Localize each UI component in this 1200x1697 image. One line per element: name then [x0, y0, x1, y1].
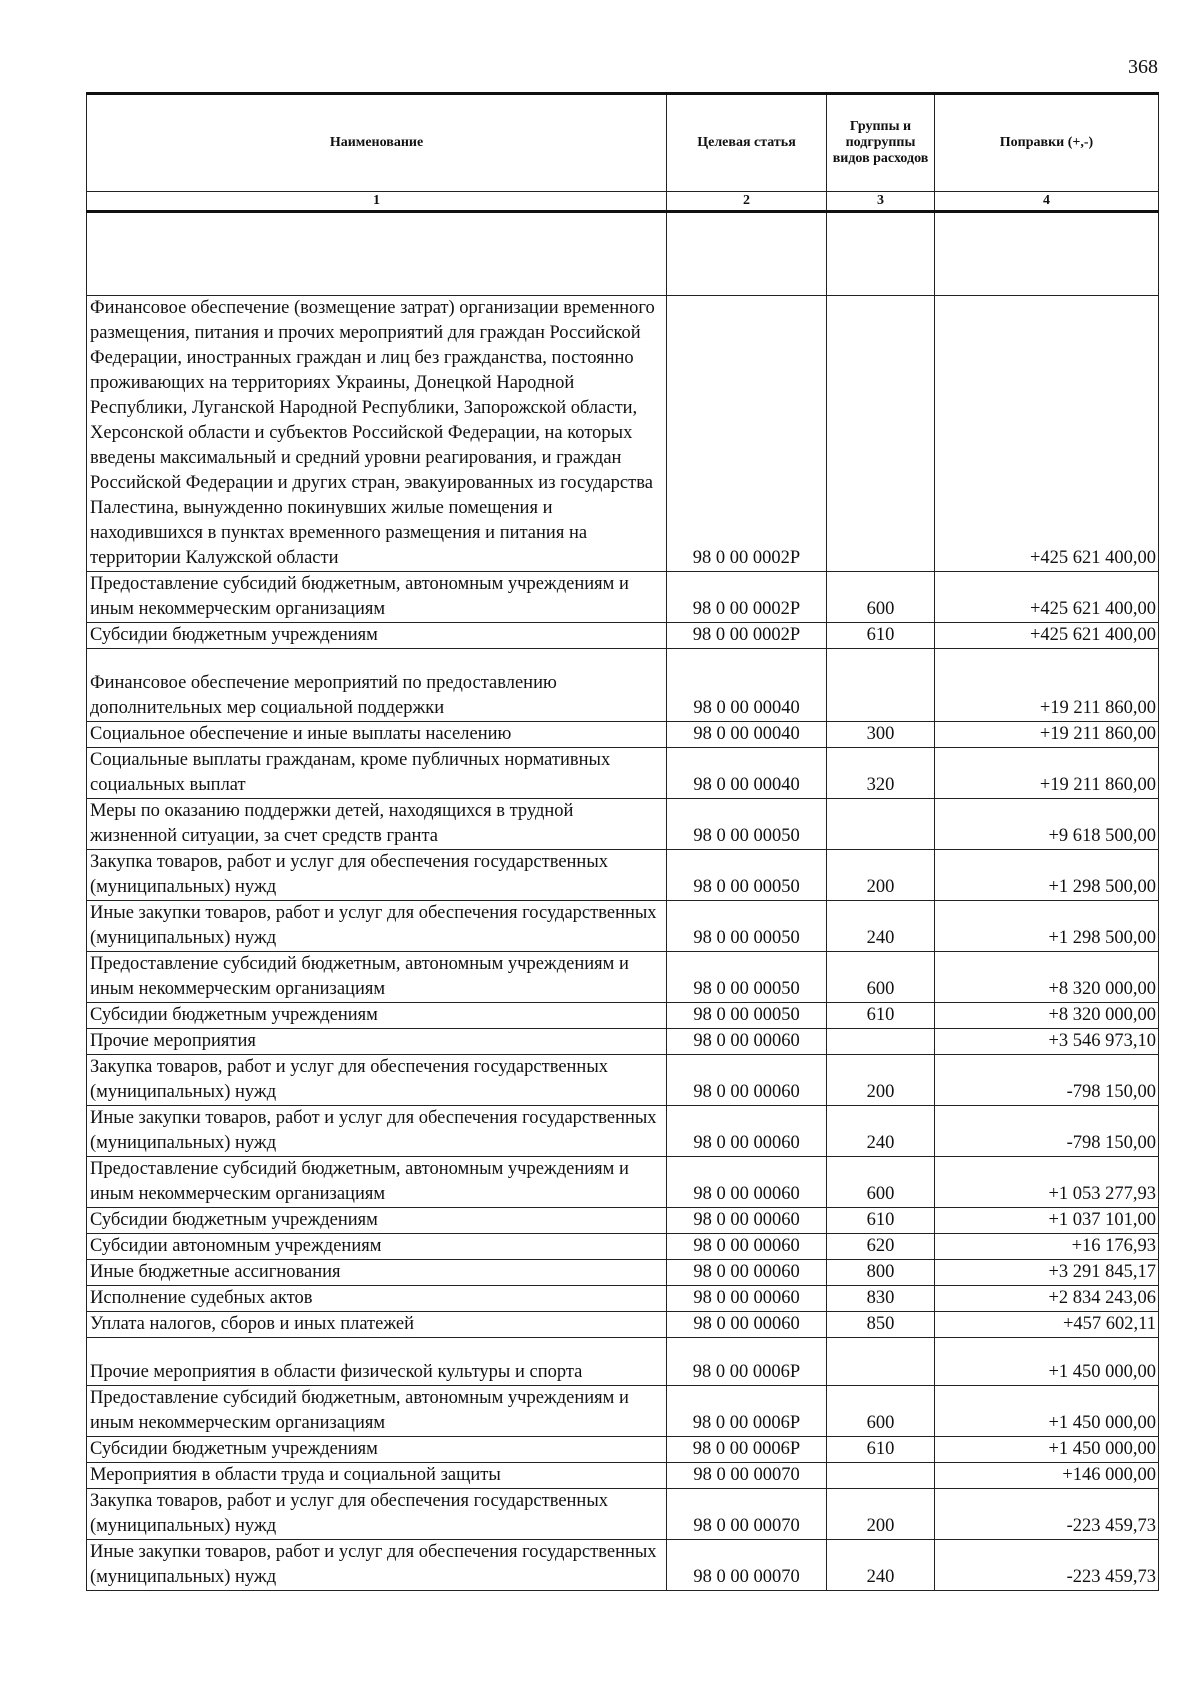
row-group-code	[827, 296, 935, 572]
table-row	[87, 1260, 1159, 1286]
header-target: Целевая статья	[667, 94, 827, 192]
row-target-code: 98 0 00 00050	[667, 901, 827, 952]
row-target-code: 98 0 00 00060	[667, 1106, 827, 1157]
row-amount: +1 450 000,00	[935, 1338, 1159, 1386]
column-number: 4	[935, 192, 1159, 212]
row-amount: +16 176,93	[935, 1234, 1159, 1260]
row-name: Иные закупки товаров, работ и услуг для обеспечения государственных (муниципальных) нужд	[87, 1540, 667, 1591]
row-amount: +19 211 860,00	[935, 649, 1159, 722]
row-target-code: 98 0 00 00060	[667, 1286, 827, 1312]
row-name: Субсидии бюджетным учреждениям	[87, 1003, 667, 1029]
table-row	[87, 1489, 1159, 1540]
row-name: Иные закупки товаров, работ и услуг для обеспечения государственных (муниципальных) нужд	[87, 901, 667, 952]
row-target-code: 98 0 00 0006Р	[667, 1338, 827, 1386]
table-row	[87, 901, 1159, 952]
row-group-code: 200	[827, 1055, 935, 1106]
row-name: Закупка товаров, работ и услуг для обеспечения государственных (муниципальных) нужд	[87, 1489, 667, 1540]
row-name: Иные бюджетные ассигнования	[87, 1260, 667, 1286]
row-target-code: 98 0 00 00060	[667, 1312, 827, 1338]
row-group-code: 610	[827, 623, 935, 649]
row-amount: +1 053 277,93	[935, 1157, 1159, 1208]
row-name: Мероприятия в области труда и социальной защиты	[87, 1463, 667, 1489]
row-name: Меры по оказанию поддержки детей, находящихся в трудной жизненной ситуации, за счет средств гранта	[87, 799, 667, 850]
row-amount: +3 291 845,17	[935, 1260, 1159, 1286]
table-row	[87, 572, 1159, 623]
table-row	[87, 1157, 1159, 1208]
row-target-code: 98 0 00 00060	[667, 1157, 827, 1208]
row-name: Уплата налогов, сборов и иных платежей	[87, 1312, 667, 1338]
row-group-code: 850	[827, 1312, 935, 1338]
row-name: Закупка товаров, работ и услуг для обеспечения государственных (муниципальных) нужд	[87, 1055, 667, 1106]
row-target-code: 98 0 00 00060	[667, 1029, 827, 1055]
row-amount: -798 150,00	[935, 1106, 1159, 1157]
row-group-code: 200	[827, 850, 935, 901]
row-target-code: 98 0 00 0006Р	[667, 1437, 827, 1463]
row-name: Субсидии бюджетным учреждениям	[87, 1208, 667, 1234]
row-target-code: 98 0 00 00070	[667, 1540, 827, 1591]
row-group-code: 200	[827, 1489, 935, 1540]
row-name: Закупка товаров, работ и услуг для обеспечения государственных (муниципальных) нужд	[87, 850, 667, 901]
row-target-code: 98 0 00 00040	[667, 649, 827, 722]
page-number: 368	[1128, 56, 1158, 78]
header-amendments: Поправки (+,-)	[935, 94, 1159, 192]
row-group-code	[827, 1463, 935, 1489]
table-row	[87, 623, 1159, 649]
column-number-row	[87, 192, 1159, 212]
row-target-code: 98 0 00 0002Р	[667, 623, 827, 649]
table-row	[87, 952, 1159, 1003]
row-amount: +1 298 500,00	[935, 850, 1159, 901]
row-target-code: 98 0 00 00050	[667, 799, 827, 850]
row-group-code: 610	[827, 1208, 935, 1234]
row-group-code	[827, 1338, 935, 1386]
row-target-code: 98 0 00 00060	[667, 1055, 827, 1106]
header-name: Наименование	[87, 94, 667, 192]
table-body	[87, 212, 1159, 1591]
row-group-code: 240	[827, 1540, 935, 1591]
row-name: Социальное обеспечение и иные выплаты населению	[87, 722, 667, 748]
row-name: Финансовое обеспечение (возмещение затрат) организации временного размещения, питания и прочих мероприятий для граждан Российской Федерации, иностранных граждан и лиц без гражданства, постоянно проживающих на территориях Украины, Донецкой Народной Республики, Луганской Народной Республики, Запорожской области, Херсонской области и субъектов Российской Федерации, на которых введены максимальный и средний уровни реагирования, и граждан Российской Федерации и других стран, эвакуированных из государства Палестина, вынужденно покинувших жилые помещения и находившихся в пунктах временного размещения и питания на территории Калужской области	[87, 296, 667, 572]
table-row	[87, 1234, 1159, 1260]
table-row	[87, 1286, 1159, 1312]
row-amount: +3 546 973,10	[935, 1029, 1159, 1055]
row-amount: -798 150,00	[935, 1055, 1159, 1106]
row-name: Финансовое обеспечение мероприятий по предоставлению дополнительных мер социальной поддержки	[87, 649, 667, 722]
row-group-code	[827, 1029, 935, 1055]
row-group-code: 620	[827, 1234, 935, 1260]
row-group-code: 240	[827, 901, 935, 952]
row-name: Прочие мероприятия	[87, 1029, 667, 1055]
row-target-code: 98 0 00 0002Р	[667, 296, 827, 572]
column-number: 2	[667, 192, 827, 212]
row-target-code: 98 0 00 0002Р	[667, 572, 827, 623]
row-group-code: 320	[827, 748, 935, 799]
row-name: Предоставление субсидий бюджетным, автономным учреждениям и иным некоммерческим организациям	[87, 952, 667, 1003]
row-group-code: 600	[827, 1386, 935, 1437]
row-target-code: 98 0 00 00050	[667, 850, 827, 901]
header-groups: Группы и подгруппы видов расходов	[827, 94, 935, 192]
table-header-row	[87, 94, 1159, 192]
table-row	[87, 799, 1159, 850]
row-amount: +1 037 101,00	[935, 1208, 1159, 1234]
table-row	[87, 1055, 1159, 1106]
row-amount: +1 450 000,00	[935, 1386, 1159, 1437]
row-group-code	[827, 799, 935, 850]
row-amount: +2 834 243,06	[935, 1286, 1159, 1312]
table-row	[87, 1463, 1159, 1489]
column-number: 3	[827, 192, 935, 212]
row-group-code: 800	[827, 1260, 935, 1286]
row-target-code: 98 0 00 00070	[667, 1489, 827, 1540]
row-group-code: 300	[827, 722, 935, 748]
row-target-code: 98 0 00 00060	[667, 1260, 827, 1286]
table-row	[87, 1338, 1159, 1386]
table-row	[87, 1208, 1159, 1234]
row-name: Предоставление субсидий бюджетным, автономным учреждениям и иным некоммерческим организациям	[87, 1157, 667, 1208]
row-name: Предоставление субсидий бюджетным, автономным учреждениям и иным некоммерческим организациям	[87, 572, 667, 623]
row-amount: +9 618 500,00	[935, 799, 1159, 850]
row-target-code: 98 0 00 00040	[667, 722, 827, 748]
row-amount: -223 459,73	[935, 1540, 1159, 1591]
row-amount: +457 602,11	[935, 1312, 1159, 1338]
row-amount: +19 211 860,00	[935, 722, 1159, 748]
column-number: 1	[87, 192, 667, 212]
row-name: Социальные выплаты гражданам, кроме публичных нормативных социальных выплат	[87, 748, 667, 799]
table-row	[87, 850, 1159, 901]
row-name: Субсидии бюджетным учреждениям	[87, 623, 667, 649]
row-amount: +8 320 000,00	[935, 952, 1159, 1003]
row-amount: +425 621 400,00	[935, 572, 1159, 623]
row-target-code: 98 0 00 00050	[667, 1003, 827, 1029]
row-target-code: 98 0 00 00050	[667, 952, 827, 1003]
row-group-code: 610	[827, 1437, 935, 1463]
row-name: Предоставление субсидий бюджетным, автономным учреждениям и иным некоммерческим организациям	[87, 1386, 667, 1437]
row-amount: +19 211 860,00	[935, 748, 1159, 799]
row-name: Субсидии бюджетным учреждениям	[87, 1437, 667, 1463]
row-target-code: 98 0 00 0006Р	[667, 1386, 827, 1437]
table-row	[87, 1540, 1159, 1591]
row-amount: +146 000,00	[935, 1463, 1159, 1489]
row-group-code	[827, 649, 935, 722]
row-group-code: 600	[827, 572, 935, 623]
row-target-code: 98 0 00 00060	[667, 1234, 827, 1260]
table-row	[87, 1029, 1159, 1055]
row-group-code: 240	[827, 1106, 935, 1157]
row-name: Субсидии автономным учреждениям	[87, 1234, 667, 1260]
table-row	[87, 1312, 1159, 1338]
row-name: Иные закупки товаров, работ и услуг для обеспечения государственных (муниципальных) нужд	[87, 1106, 667, 1157]
row-target-code: 98 0 00 00060	[667, 1208, 827, 1234]
budget-amendments-table	[86, 92, 1159, 1591]
row-group-code: 610	[827, 1003, 935, 1029]
table-row	[87, 1106, 1159, 1157]
row-amount: +425 621 400,00	[935, 623, 1159, 649]
table-row	[87, 649, 1159, 722]
table-row	[87, 1386, 1159, 1437]
row-group-code: 830	[827, 1286, 935, 1312]
table-row	[87, 296, 1159, 572]
table-row	[87, 748, 1159, 799]
row-amount: -223 459,73	[935, 1489, 1159, 1540]
row-target-code: 98 0 00 00040	[667, 748, 827, 799]
table-row	[87, 722, 1159, 748]
table-row	[87, 1003, 1159, 1029]
row-target-code: 98 0 00 00070	[667, 1463, 827, 1489]
row-amount: +425 621 400,00	[935, 296, 1159, 572]
blank-row	[87, 212, 1159, 296]
row-group-code: 600	[827, 1157, 935, 1208]
row-amount: +8 320 000,00	[935, 1003, 1159, 1029]
table-row	[87, 1437, 1159, 1463]
row-amount: +1 450 000,00	[935, 1437, 1159, 1463]
row-group-code: 600	[827, 952, 935, 1003]
row-name: Исполнение судебных актов	[87, 1286, 667, 1312]
row-amount: +1 298 500,00	[935, 901, 1159, 952]
row-name: Прочие мероприятия в области физической культуры и спорта	[87, 1338, 667, 1386]
